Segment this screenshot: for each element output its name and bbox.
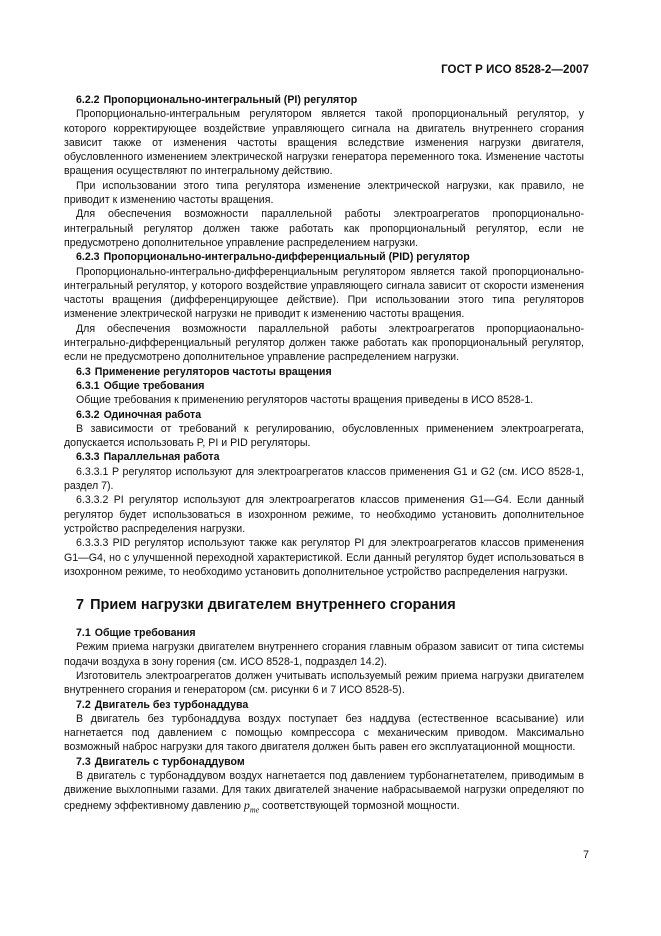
section-number: 6.2.3 [76,251,100,264]
paragraph-text: В двигатель с турбонаддувом воздух нагнетается под давлением турбонагнетателем, приводимым в движение выхлопными газами. Для таких двигателей значение набрасываемой нагрузки определяют по среднему эффективному давлению [64,770,584,812]
paragraph: 6.3.3.3 PID регулятор используют также как регулятор PI для электроагрегатов классов применения G1—G4, но с улучшенной переходной характеристикой. Если данный регулятор будет использоваться в изохронном режиме, то необходимо установить дополнительное устройство распределения нагрузки. [64,537,584,578]
heading-6-3-3 [64,450,584,464]
section-number: 6.3.1 [76,379,100,392]
heading-6-3 [64,365,584,379]
paragraph: Общие требования к применению регуляторов частоты вращения приведены в ИСО 8528-1. [76,394,534,407]
paragraph: Для обеспечения возможности параллельной работы электроагрегатов пропорционально-интегральный регулятор должен также работать как пропорциональный регулятор, если не предусмотрено дополнительное управление распределением нагрузки. [64,208,584,249]
paragraph: Изготовитель электроагрегатов должен учитывать используемый режим приема нагрузки двигателем внутреннего сгорания и генератором (см. рисунки 6 и 7 ИСО 8528-5). [64,669,584,697]
section-number: 6.3.3 [76,451,100,464]
section-number: 7.2 [76,698,91,711]
standard-code: ГОСТ Р ИСО 8528-2—2007 [441,64,589,76]
page-content [64,93,584,817]
paragraph [64,769,584,817]
heading-7-2 [64,698,584,712]
section-title: Применение регуляторов частоты вращения [94,365,332,378]
section-title: Одиночная работа [103,408,202,421]
paragraph: Режим приема нагрузки двигателем внутреннего сгорания главным образом зависит от типа системы подачи воздуха в зону горения (см. ИСО 8528-1, подраздел 14.2). [64,641,584,668]
section-title: Параллельная работа [103,451,220,464]
symbol-letter: p [243,797,250,812]
section-title: Общие требования [103,379,205,392]
section-title: Пропорционально-интегральный (PI) регулятор [103,94,358,106]
pressure-symbol [243,797,260,815]
section-title: Общие требования [94,627,196,640]
section-number: 6.3.2 [76,408,100,421]
page-number: 7 [583,849,589,861]
paragraph: При использовании этого типа регулятора изменение электрической нагрузки, как правило, не приводит к изменению частоты вращения. [64,179,584,207]
heading-6-3-2 [64,408,584,422]
section-number: 7.3 [76,755,91,768]
symbol-subscript: me [249,805,260,815]
section-number: 7 [76,597,85,614]
paragraph: Пропорционально-интегрально-дифференциальным регулятором является такой пропорционально-интегральный регулятор, у которого воздействие управляющего сигнала зависит от скорости изменения частоты вращения (дифференцирующее действие). При использовании этого типа регуляторов изменение электрической нагрузки не приводит к изменению частоты вращения. [64,265,584,321]
heading-7-1 [64,626,584,640]
section-number: 7.1 [76,627,91,640]
paragraph-text-tail: соответствующей тормозной мощности. [262,799,460,812]
heading-6-3-1 [64,379,584,393]
section-title: Двигатель с турбонаддувом [94,755,245,768]
heading-6-2-3 [64,250,584,264]
section-number: 6.2.2 [76,94,100,106]
paragraph: 6.3.3.2 PI регулятор используют для электроагрегатов классов применения G1—G4. Если данный регулятор будет использоваться в изохронном режиме, то необходимо установить дополнительное устройство распределения нагрузки. [64,494,584,535]
section-title: Прием нагрузки двигателем внутреннего сгорания [90,597,456,614]
heading-7-3 [64,755,584,769]
paragraph: В зависимости от требований к регулированию, обусловленных применением электроагрегата, допускается использовать P, PI и PID регуляторы. [64,422,584,450]
section-title: Пропорционально-интегрально-дифференциальный (PID) регулятор [103,251,470,264]
paragraph: Пропорционально-интегральным регулятором является такой пропорциональный регулятор, у которого корректирующее воздействие управляющего сигнала на двигатель внутреннего сгорания зависит также от изменения частоты вращения вследствие изменения нагрузки двигателя, обусловленного изменением электрической нагрузки генератора переменного тока. Изменение частоты вращения осуществляют по интегральному действию. [64,108,584,178]
paragraph: 6.3.3.1 P регулятор используют для электроагрегатов классов применения G1 и G2 (см. ИСО 8528-1, раздел 7). [64,465,584,493]
paragraph: Для обеспечения возможности параллельной работы электроагрегатов пропорциаонально-интегрально-дифференциальный регулятор должен также работать как пропорциональный регулятор, если не предусмотрено дополнительное управление распределением нагрузки. [64,322,584,364]
section-title: Двигатель без турбонаддува [94,698,249,711]
section-number: 6.3 [76,365,91,378]
heading-7 [64,596,584,614]
paragraph: В двигатель без турбонаддува воздух поступает без наддува (естественное всасывание) или нагнетается под давлением с помощью компрессора с механическим приводом. Максимально возможный наброс нагрузки для такого двигателя должен быть равен его эксплуатационной мощности. [64,712,584,754]
heading-6-2-2 [64,93,584,107]
